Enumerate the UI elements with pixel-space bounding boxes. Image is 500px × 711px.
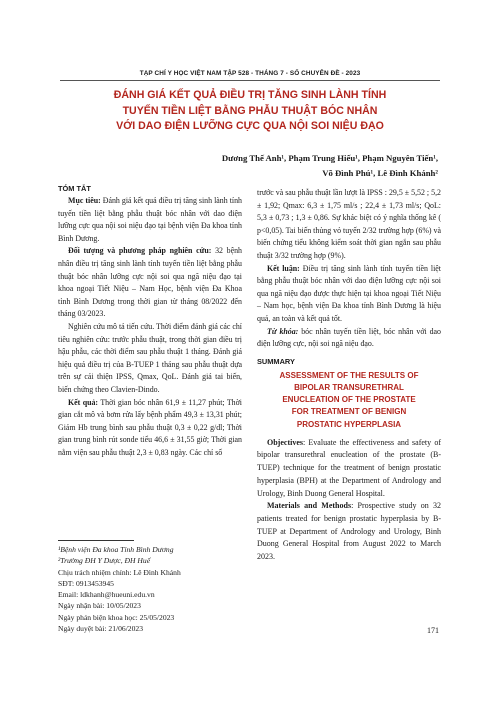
objective-text: Đánh giá kết quả điều trị tăng sinh lành tính tuyến tiền liệt bằng phẫu thuật bóc nhân với dao điện lưỡng cực qua nội soi niệu đạo tại bệnh viện Đa khoa tỉnh Bình Dương. xyxy=(58,196,243,243)
header-rule xyxy=(60,80,440,81)
results-paragraph xyxy=(58,397,242,460)
en-title-line: BIPOLAR TRANSURETHRAL xyxy=(294,382,404,392)
affiliation-2: ²Trường ĐH Y Dược, ĐH Huế xyxy=(58,556,151,566)
abstract-heading: TÓM TẮT xyxy=(58,184,91,193)
corresponding-author: Chịu trách nhiệm chính: Lê Đình Khánh xyxy=(58,567,181,577)
date-accepted: Ngày duyệt bài: 21/06/2023 xyxy=(58,624,143,634)
methods-text: 32 bệnh nhân điều trị tăng sinh lành tính tuyến tiền liệt bằng phẫu thuật bóc nhân lưỡng cực nội soi qua ngã niệu đạo tại khoa ngoại Tiết Niệu – Nam Học, bệnh viện Đa Khoa tỉnh Bình Dương trong thời gian từ tháng 08/2022 đến tháng 03/2023. xyxy=(58,246,242,319)
en-objectives-paragraph xyxy=(257,437,441,501)
keywords-paragraph xyxy=(257,326,441,351)
methods-paragraph-2: Nghiên cứu mô tả tiến cứu. Thời điểm đánh giá các chỉ tiêu nghiên cứu: trước phẫu thuật, trong thời gian điều trị hậu phẫu, các thời điểm sau phẫu thuật 1 tháng. Đánh giá hiệu quả điều trị của B-TUEP 1 tháng sau phẫu thuật dựa trên sự cải thiện IPSS, Qmax, QoL. Đánh giá tai biến, biến chứng theo Clavien-Dindo. xyxy=(58,321,242,394)
methods-label: Đối tượng và phương pháp nghiên cứu: xyxy=(68,246,212,256)
journal-header: TẠP CHÍ Y HỌC VIỆT NAM TẬP 528 - THÁNG 7 - SỐ CHUYÊN ĐỀ - 2023 xyxy=(139,70,361,77)
objective-label: Mục tiêu: xyxy=(68,196,101,205)
english-title xyxy=(257,370,441,431)
conclusion-label: Kết luận: xyxy=(267,263,300,273)
right-column xyxy=(257,187,441,564)
conclusion-paragraph xyxy=(257,263,441,326)
keywords-label: Từ khóa: xyxy=(267,326,299,336)
author-list xyxy=(108,151,438,180)
email: Email: ldkhanh@hueuni.edu.vn xyxy=(58,590,155,600)
methods-paragraph xyxy=(58,245,242,321)
page-number: 171 xyxy=(427,626,439,635)
authors-line: Võ Đình Phú¹, Lê Đình Khánh² xyxy=(322,167,438,178)
authors-line: Dương Thế Anh¹, Phạm Trung Hiếu¹, Phạm Nguyên Tiến¹, xyxy=(221,153,438,163)
results-label: Kết quả: xyxy=(68,397,99,407)
left-column xyxy=(58,183,242,459)
en-methods-label: Materials and Methods xyxy=(267,501,352,511)
phone: SĐT: 0913453945 xyxy=(58,578,114,588)
en-objectives-label: Objectives xyxy=(267,437,303,447)
title-line: TUYẾN TIỀN LIỆT BẰNG PHẪU THUẬT BÓC NHÂN xyxy=(122,104,378,117)
en-title-line: ENUCLEATION OF THE PROSTATE xyxy=(282,395,416,405)
footnotes xyxy=(58,544,242,634)
en-objectives-text: : Evaluate the effectiveness and safety of bipolar transurethral enucleation of the prostate (B-TUEP) technique for the treatment of benign prostatic hyperplasia (BPH) at the Department of Andrology and Urology, Binh Duong General Hospital. xyxy=(257,437,441,498)
en-methods-paragraph xyxy=(257,500,441,564)
date-received: Ngày nhận bài: 10/05/2023 xyxy=(58,601,141,611)
results-continued: trước và sau phẫu thuật lần lượt là IPSS : 29,5 ± 5,52 ; 5,2 ± 1,92; Qmax: 6,3 ± 1,75 ml/s ; 22,4 ± 1,73 ml/s; QoL: 5,3 ± 0,73 ; 1,3 ± 0,86. Sự khác biệt có ý nghĩa thống kê ( p<0,05). Tai biến thủng vỏ tuyến 2/32 trường hợp (6%) và biến chứng tiểu không kiểm soát thời gian ngắn sau phẫu thuật 3/32 trường hợp (9%). xyxy=(257,188,441,260)
conclusion-text: Điều trị tăng sinh lành tính tuyến tiền liệt bằng phẫu thuật bóc nhân với dao điện lưỡng cực nội soi qua ngã niệu đạo được thực hiện tại khoa ngoại Tiết Niệu – Nam học, bệnh viện Đa khoa tỉnh Bình Dương là hiệu quả, an toàn và kết quả tốt. xyxy=(257,263,441,323)
date-reviewed: Ngày phản biện khoa học: 25/05/2023 xyxy=(58,612,175,622)
en-title-line: ASSESSMENT OF THE RESULTS OF xyxy=(279,370,419,380)
objective-paragraph xyxy=(58,195,242,245)
title-line: VỚI DAO ĐIỆN LƯỠNG CỰC QUA NỘI SOI NIỆU ĐẠO xyxy=(116,120,384,132)
results-text: Thời gian bóc nhân 61,9 ± 11,27 phút; Thời gian cắt mô và bơm rửa lấy bệnh phẩm 49,3 ± 13,31 phút; Giảm Hb trung bình sau phẫu thuật 0,3 ± 0,22 g/dl; Thời gian trung bình rút sonde tiểu 46,6 ± 31,55 giờ; Thời gian nằm viện sau phẫu thuật 2,3 ± 0,83 ngày. Các chỉ số xyxy=(58,397,242,457)
en-title-line: FOR TREATMENT OF BENIGN xyxy=(291,407,407,417)
article-title xyxy=(40,88,460,135)
title-line: ĐÁNH GIÁ KẾT QUẢ ĐIỀU TRỊ TĂNG SINH LÀNH TÍNH xyxy=(113,89,387,101)
keywords-text: bóc nhân tuyến tiền liệt, bóc nhân với dao điện lưỡng cực, nội soi ngã niệu đạo. xyxy=(257,326,441,349)
en-title-line: PROSTATIC HYPERPLASIA xyxy=(296,419,402,429)
affiliation-1: ¹Bệnh viện Đa khoa Tỉnh Bình Dương xyxy=(58,545,174,554)
footnote-rule xyxy=(58,540,134,541)
summary-heading: SUMMARY xyxy=(257,356,295,366)
en-methods-text: : Prospective study on 32 patients treated for benign prostatic hyperplasia by B-TUEP at Department of Andrology and Urology, Binh Duong General Hospital from August 2022 to March 2023. xyxy=(257,501,441,562)
